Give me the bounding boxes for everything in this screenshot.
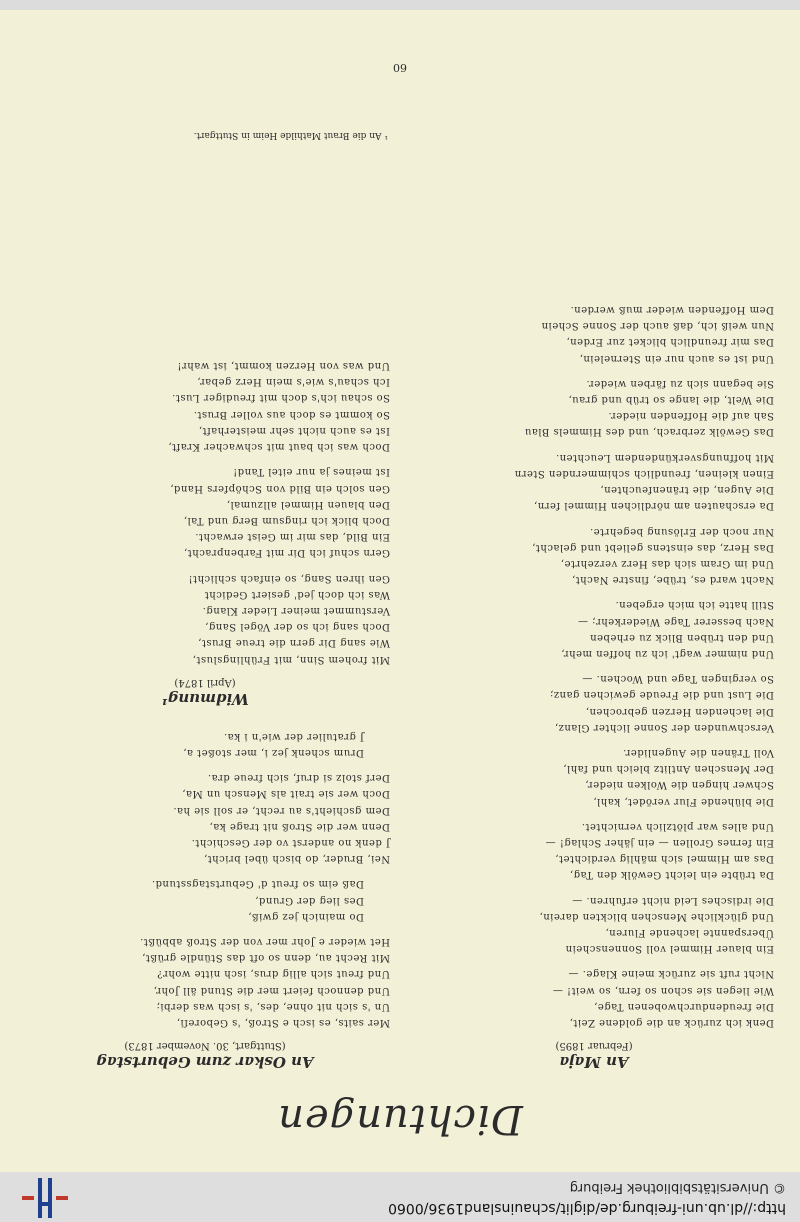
bottom-edge: [0, 0, 800, 10]
verse-line: Und den trüben Blick zu erheben: [589, 631, 774, 643]
verse-line: Da erschauten am nördlichen Himmel fern,: [533, 500, 774, 512]
stanza: [414, 375, 774, 440]
stanza: [414, 670, 774, 735]
verse-line: Und freut sich allig drus, isch nitte wohr?: [156, 968, 390, 980]
verse-line: Het wieder e Johr mer von der Stroß abbüßt.: [139, 935, 390, 947]
verse-line: Das am Himmel sich mählig verdichtet,: [554, 853, 774, 865]
stanza: [20, 769, 390, 866]
verse-line: Sie begann sich zu färben wieder.: [585, 377, 774, 389]
verse-line: Verstummet meiner Lieder Klang.: [202, 604, 390, 616]
footnote: ¹ An die Braut Mathilde Heim in Stuttgart.: [193, 130, 388, 140]
stanza: [20, 875, 390, 924]
copyright-notice: © Universitätsbibliothek Freiburg: [569, 1180, 786, 1195]
verse-line: Und dennoch feiert mer die Stund äll Johr,: [153, 984, 390, 996]
viewer-header: [0, 1171, 800, 1222]
verse-line: Wie sang Dir gern die treue Brust,: [197, 637, 390, 649]
verse-line: J denk no anderst vo der Geschicht.: [191, 836, 390, 848]
verse-line: So kommt es doch aus voller Brust.: [193, 408, 390, 420]
verse-line: Voll Tränen die Augenlider.: [622, 746, 774, 758]
stanza: [414, 744, 774, 809]
verse-line: Ist es auch nicht sehr meisterhaft,: [198, 424, 390, 436]
verse-line: So vergingen Tage und Wochen. —: [581, 673, 774, 685]
verse-line: Die blühende Flur verödet, kahl,: [592, 795, 774, 807]
verse-line: Drum schenk jez i, mer stoßet a,: [182, 746, 364, 758]
verse-line: Daß eim so freut d' Geburtstagsstund.: [151, 878, 364, 890]
verse-line: Und ist es auch nur ein Sternelein,: [579, 352, 774, 364]
verse-line: Denk ich zurück an die goldene Zeit,: [569, 1017, 774, 1028]
verse-line: Den blauen Himmel allzumal,: [226, 498, 390, 510]
verse-line: Ein blauer Himmel voll Sonnenschein: [565, 943, 774, 955]
verse-line: Dem Hoffenden wieder muß werden.: [570, 304, 774, 316]
verse-line: Ist meines ja nur eitel Tand!: [232, 466, 390, 478]
verse-line: Und im Gram sich das Herz verzehrte,: [560, 557, 774, 569]
verse-line: Die freudendurchwobenen Tage,: [593, 1000, 774, 1012]
verse-line: Sah auf die Hoffenden nieder.: [607, 410, 774, 422]
source-url[interactable]: http://dl.ub.uni-freiburg.de/diglit/schauinsland1936/0060: [388, 1200, 786, 1216]
stanza: [414, 891, 774, 956]
verse-line: Doch wer sie trait als Mensch un Ma,: [181, 788, 390, 800]
verse-line: Das Gewölk zerbrach, und des Himmels Blau: [524, 426, 774, 438]
verse-line: Nei, Bruder, do bisch übel bricht,: [203, 853, 390, 865]
verse-line: Die Augen, die tränenfeuchten,: [599, 484, 774, 496]
verse-line: Schwer hingen die Wolken nieder,: [584, 779, 774, 791]
verse-line: Und glückliche Menschen blickten darein,: [539, 910, 774, 922]
poem-an-maja: [414, 292, 774, 1072]
verse-line: Derf stolz si druf, sich freue dra.: [207, 772, 390, 784]
verse-line: Nur noch der Erlösung begehrte.: [589, 525, 774, 537]
poem-date: (Februar 1895): [555, 1040, 633, 1051]
verse-line: Gen solch ein Bild von Schöpfers Hand,: [169, 482, 390, 494]
stanza: [414, 301, 774, 366]
verse-line: Die Welt, die lange so trüb und grau,: [568, 394, 774, 406]
poem-title: Widmung¹: [161, 689, 249, 708]
verse-line: Denn wer die Stroß nit trage ka,: [209, 820, 390, 832]
verse-line: So schau ich's doch mit freudiger Lust.: [171, 392, 390, 404]
verse-line: Nun weiß ich, daß auch der Sonne Schein: [541, 320, 774, 332]
stanza: [20, 933, 390, 1030]
stanza: [414, 596, 774, 661]
verse-line: J gratulier der wie'n i ka.: [223, 730, 364, 742]
verse-line: Die irdisches Leid nicht erfuhren. —: [571, 894, 774, 906]
verse-line: Wie liegen sie schon so fern, so weit! —: [552, 984, 774, 996]
verse-line: Doch sang ich so der Vögel Sang,: [204, 621, 390, 633]
verse-line: Dem gschieht's au recht, er soll sie ha.: [172, 804, 390, 816]
poem-title: An Maja: [559, 1053, 629, 1071]
verse-line: Ein fernes Grollen — ein jäher Schlag! —: [545, 836, 774, 848]
stanza: [20, 463, 390, 560]
verse-line: Das Herz, das einstens geliebt und gelacht,: [531, 541, 774, 553]
verse-line: Da trübte ein leicht Gewölk den Tag,: [569, 869, 774, 881]
verse-line: Die Lust und die Freude gewichen ganz;: [549, 689, 774, 701]
verse-line: Mit Recht au, denn so oft das Stündle grüßt,: [141, 952, 390, 964]
verse-line: Und nimmer wagt' ich zu hoffen mehr,: [560, 647, 774, 659]
verse-line: Und was von Herzen kommt, ist wahr!: [176, 360, 390, 372]
verse-line: Des lieg der Grund,: [254, 894, 364, 906]
verse-line: Die lachenden Herzen gebrochen,: [585, 705, 774, 717]
poem-date: (Stuttgart, 30. November 1873): [124, 1040, 286, 1051]
stanza: [414, 965, 774, 1030]
verse-line: Do mainich jez gwiß,: [247, 910, 364, 922]
page-title: Dichtungen: [277, 1096, 523, 1142]
poem-an-oskar: [20, 348, 390, 1072]
verse-line: Ich schau's wie's mein Herz gebar,: [196, 376, 390, 388]
stanza: [414, 818, 774, 883]
stanza: [20, 357, 390, 454]
verse-line: Das mir freundlich blicket zur Erden,: [566, 336, 774, 348]
verse-line: Nicht ruft sie zurück meine Klage. —: [568, 968, 774, 980]
stanza: [414, 522, 774, 587]
poem-date: (April 1874): [174, 676, 236, 688]
verse-line: Einen kleinen, freundlich schimmernden Stern: [514, 467, 774, 479]
ub-freiburg-logo-icon: [22, 1178, 68, 1218]
verse-line: Nach besserer Tage Wiederkehr; —: [577, 615, 774, 627]
verse-line: Un 's sich nit ohne, des, 's isch was derbi;: [156, 1000, 390, 1012]
verse-line: Still hatte ich mich ergeben.: [615, 599, 774, 611]
stanza: [414, 449, 774, 514]
verse-line: Und alles war plötzlich vernichtet.: [581, 820, 774, 832]
verse-line: Mit frohem Sinn, mit Frühlingslust,: [192, 653, 390, 665]
verse-line: Doch blick ich ringsum Berg und Tal,: [183, 514, 390, 526]
stanza: [20, 728, 390, 760]
verse-line: Mit hoffnungsverkündendem Leuchten.: [555, 451, 774, 463]
verse-line: Nacht ward es, trübe, finstre Nacht,: [571, 574, 774, 586]
verse-line: Was ich doch jed' gesiert Gedicht: [204, 588, 390, 600]
verse-line: Mer saits, es isch e Stroß, 's Geboreſi,: [176, 1017, 390, 1028]
verse-line: Gern schuf ich Dir mit Farbenpracht,: [183, 547, 390, 559]
verse-line: Der Menschen Antlitz bleich und fahl,: [562, 763, 774, 775]
verse-line: Doch was ich baut mit schwacher Kraft,: [167, 441, 390, 453]
stanza: [20, 569, 390, 666]
verse-line: Verschwunden der Sonne lichter Glanz,: [554, 721, 774, 733]
poem-title: An Oskar zum Geburtstag: [96, 1053, 314, 1071]
verse-line: Ein Bild, das mir im Geist erwacht.: [194, 531, 390, 543]
page-number: 60: [393, 61, 407, 74]
verse-line: Überspannte lachende Fluren,: [605, 926, 774, 938]
verse-line: Gen ihren Sang, so einfach schlicht!: [188, 572, 390, 584]
